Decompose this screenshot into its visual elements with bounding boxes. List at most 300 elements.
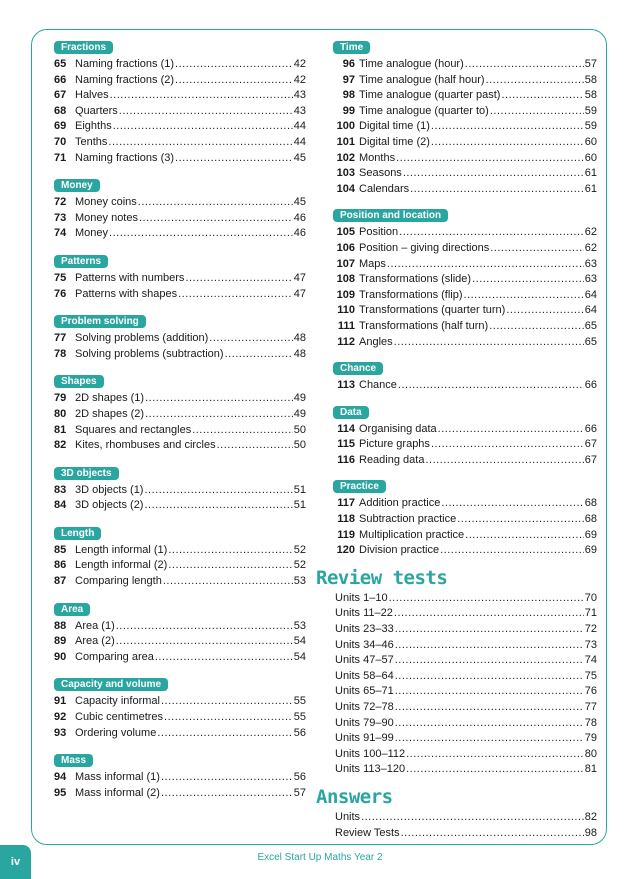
page-ref: 53: [293, 619, 306, 632]
unit-number: 99: [342, 104, 355, 117]
dot-leader: [394, 335, 584, 351]
page-ref: 42: [293, 73, 306, 86]
page-ref: 56: [293, 771, 306, 784]
toc-entry: [333, 303, 597, 319]
page-ref: 68: [584, 513, 597, 526]
dot-leader: [361, 810, 584, 826]
page-ref: 46: [293, 227, 306, 240]
dot-leader: [116, 634, 293, 650]
unit-number: 80: [54, 407, 67, 420]
page-ref: 69: [584, 544, 597, 557]
toc-entry: [54, 104, 306, 120]
page-ref: 50: [293, 439, 306, 452]
unit-number: 84: [54, 499, 67, 512]
section-header: Chance: [333, 362, 383, 375]
toc-entry: [54, 543, 306, 559]
entry-title: Quarters: [75, 104, 118, 117]
toc-entry: [54, 438, 306, 454]
toc-entry: [333, 496, 597, 512]
dot-leader: [395, 638, 584, 654]
entry-title: Time analogue (hour): [359, 58, 464, 70]
unit-number: 120: [336, 544, 355, 557]
section-header: 3D objects: [54, 467, 119, 480]
section-shapes: [54, 371, 306, 453]
entry-title: 2D shapes (1): [75, 392, 145, 405]
entry-title: Comparing area: [75, 650, 154, 663]
page-ref: 58: [584, 89, 597, 102]
unit-number: 114: [337, 422, 355, 435]
dot-leader: [399, 225, 584, 241]
section-capacity-volume: [54, 674, 306, 741]
entry-title: Ordering volume: [75, 726, 157, 739]
dot-leader: [464, 288, 584, 304]
section-header: Shapes: [54, 375, 104, 388]
page-ref: 71: [584, 607, 597, 620]
entry-title: Area (1): [75, 619, 115, 632]
unit-number: 102: [336, 151, 355, 164]
toc-entry: [54, 423, 306, 439]
toc-entry: [54, 287, 306, 303]
unit-number: 113: [337, 379, 355, 392]
dot-leader: [406, 747, 584, 763]
toc-entry: [333, 151, 597, 167]
dot-leader: [185, 271, 292, 287]
dot-leader: [431, 437, 584, 453]
toc-entry: [333, 88, 597, 104]
toc-entry: [54, 710, 306, 726]
page-ref: 49: [293, 392, 306, 405]
unit-number: 93: [54, 726, 67, 739]
toc-entry: [54, 726, 306, 742]
entry-title: Transformations (quarter turn): [359, 304, 506, 317]
unit-number: 107: [336, 257, 355, 270]
entry-title: Multiplication practice: [359, 528, 465, 541]
entry-title: Halves: [75, 89, 109, 102]
page-ref: 77: [584, 701, 597, 713]
entry-title: Tenths: [75, 135, 108, 148]
page-ref: 43: [293, 104, 306, 117]
entry-title: Squares and rectangles: [75, 423, 192, 436]
toc-entry: [333, 669, 597, 685]
dot-leader: [145, 407, 293, 423]
dot-leader: [501, 88, 583, 104]
toc-entry: [333, 241, 597, 257]
unit-number: 115: [337, 438, 355, 451]
unit-number: 74: [54, 227, 67, 240]
toc-entry: [333, 453, 597, 469]
dot-leader: [108, 135, 292, 151]
toc-entry: [333, 762, 597, 778]
toc-entry: [54, 407, 306, 423]
dot-leader: [395, 622, 584, 638]
entry-title: Comparing length: [75, 575, 162, 588]
section-chance: [333, 358, 597, 394]
page-ref: 57: [584, 58, 597, 70]
unit-number: 91: [54, 695, 67, 708]
dot-leader: [490, 104, 584, 120]
toc-entry: [333, 225, 597, 241]
page-ref: 55: [293, 695, 306, 708]
dot-leader: [410, 182, 584, 198]
entry-title: Solving problems (addition): [75, 332, 209, 345]
entry-title: 3D objects (2): [75, 499, 144, 512]
toc-entry: [54, 558, 306, 574]
page-ref: 59: [584, 104, 597, 117]
page-ref: 49: [293, 407, 306, 420]
dot-leader: [395, 716, 584, 732]
unit-number: 88: [54, 619, 67, 632]
unit-number: 108: [336, 273, 355, 286]
section-position-location: [333, 205, 597, 350]
unit-number: 111: [337, 319, 355, 332]
entry-title: Eighths: [75, 120, 112, 133]
entry-title: Digital time (2): [359, 135, 430, 148]
entry-title: Kites, rhombuses and circles: [75, 439, 216, 452]
section-practice: [333, 476, 597, 558]
entry-title: Transformations (half turn): [359, 319, 489, 332]
unit-number: 82: [54, 439, 67, 452]
entry-title: Months: [359, 151, 396, 164]
unit-number: 96: [342, 58, 355, 70]
toc-entry: [333, 73, 597, 89]
unit-number: 71: [54, 151, 67, 164]
entry-title: 3D objects (1): [75, 483, 144, 496]
page-ref: 47: [293, 271, 306, 284]
page-ref: 52: [293, 543, 306, 556]
entry-title: Units 47–57: [335, 654, 394, 667]
unit-number: 83: [54, 483, 67, 496]
entry-title: Units 1–10: [335, 591, 388, 604]
dot-leader: [395, 653, 584, 669]
section-area: [54, 599, 306, 666]
dot-leader: [138, 195, 293, 211]
unit-number: 97: [342, 73, 355, 86]
page-ref: 57: [293, 786, 306, 799]
dot-leader: [425, 453, 583, 469]
entry-title: Naming fractions (1): [75, 58, 175, 70]
page-ref: 44: [293, 120, 306, 133]
toc-entry: [54, 347, 306, 363]
section-header: Money: [54, 179, 100, 192]
dot-leader: [431, 119, 584, 135]
page-ref: 58: [584, 73, 597, 86]
answers-heading: Answers: [316, 785, 393, 808]
dot-leader: [395, 700, 584, 716]
entry-title: Time analogue (quarter past): [359, 89, 501, 102]
page-ref: 70: [584, 591, 597, 604]
dot-leader: [155, 650, 293, 666]
entry-title: 2D shapes (2): [75, 407, 145, 420]
section-header: Capacity and volume: [54, 678, 168, 691]
review-tests-heading: Review tests: [316, 566, 448, 589]
section-problem-solving: [54, 311, 306, 362]
dot-leader: [394, 606, 584, 622]
page-ref: 61: [584, 182, 597, 195]
dot-leader: [438, 422, 584, 438]
entry-title: Units 23–33: [335, 623, 394, 636]
entry-title: Units 100–112: [335, 747, 406, 760]
page-ref: 64: [584, 288, 597, 301]
page-ref: 75: [584, 669, 597, 682]
page-ref: 56: [293, 726, 306, 739]
dot-leader: [116, 619, 293, 635]
dot-leader: [178, 287, 293, 303]
page-ref: 80: [584, 747, 597, 760]
unit-number: 69: [54, 120, 67, 133]
dot-leader: [145, 391, 293, 407]
dot-leader: [457, 512, 584, 528]
toc-entry: [54, 73, 306, 89]
dot-leader: [161, 786, 293, 802]
page-ref: 48: [293, 347, 306, 360]
dot-leader: [161, 694, 293, 710]
unit-number: 78: [54, 347, 67, 360]
entry-title: Units 79–90: [335, 716, 394, 729]
section-data: [333, 402, 597, 469]
dot-leader: [168, 543, 292, 559]
toc-entry: [54, 88, 306, 104]
unit-number: 65: [54, 58, 67, 70]
page-ref: 44: [293, 135, 306, 148]
page-ref: 82: [584, 810, 597, 823]
page-ref: 61: [584, 167, 597, 180]
entry-title: Review Tests: [335, 826, 400, 839]
dot-leader: [217, 438, 293, 454]
unit-number: 110: [337, 304, 355, 317]
entry-title: Picture graphs: [359, 438, 430, 451]
toc-entry: [54, 634, 306, 650]
unit-number: 87: [54, 575, 67, 588]
dot-leader: [401, 826, 584, 842]
toc-entry: [333, 747, 597, 763]
dot-leader: [175, 151, 293, 167]
entry-title: Units 65–71: [335, 685, 394, 698]
page-ref: 60: [584, 135, 597, 148]
toc-entry: [333, 606, 597, 622]
unit-number: 106: [336, 241, 355, 254]
entry-title: Time analogue (quarter to): [359, 104, 489, 117]
unit-number: 105: [336, 226, 355, 239]
unit-number: 100: [336, 120, 355, 133]
dot-leader: [110, 88, 293, 104]
dot-leader: [209, 331, 292, 347]
entry-title: Organising data: [359, 422, 437, 435]
toc-entry: [333, 591, 597, 607]
entry-title: Addition practice: [359, 497, 441, 510]
dot-leader: [395, 684, 584, 700]
page-ref: 64: [584, 304, 597, 317]
page-ref: 45: [293, 151, 306, 164]
section-header: Fractions: [54, 41, 113, 54]
unit-number: 77: [54, 332, 67, 345]
entry-title: Maps: [359, 257, 386, 270]
section-3d-objects: [54, 463, 306, 514]
page-ref: 45: [293, 196, 306, 209]
entry-title: Units 91–99: [335, 732, 394, 745]
unit-number: 117: [337, 497, 355, 510]
toc-entry: [54, 391, 306, 407]
page-ref: 68: [584, 497, 597, 510]
dot-leader: [440, 543, 584, 559]
dot-leader: [431, 135, 584, 151]
dot-leader: [465, 57, 584, 73]
page-ref: 51: [293, 483, 306, 496]
section-review-tests: [316, 566, 597, 778]
toc-entry: [54, 135, 306, 151]
page-ref: 54: [293, 635, 306, 648]
dot-leader: [161, 770, 293, 786]
entry-title: Naming fractions (3): [75, 151, 175, 164]
toc-entry: [333, 335, 597, 351]
toc-left-column: [54, 37, 306, 810]
page-ref: 67: [584, 438, 597, 451]
page-ref: 55: [293, 711, 306, 724]
entry-title: Chance: [359, 379, 397, 392]
dot-leader: [164, 710, 293, 726]
page-ref: 66: [584, 379, 597, 392]
toc-entry: [54, 331, 306, 347]
toc-entry: [333, 622, 597, 638]
page-ref: 50: [293, 423, 306, 436]
unit-number: 70: [54, 135, 67, 148]
section-header: Time: [333, 41, 370, 54]
entry-title: Digital time (1): [359, 120, 430, 133]
entry-title: Units 72–78: [335, 701, 394, 713]
toc-entry: [333, 437, 597, 453]
toc-entry: [54, 195, 306, 211]
dot-leader: [119, 104, 293, 120]
entry-title: Length informal (2): [75, 559, 168, 572]
entry-title: Units 58–64: [335, 669, 394, 682]
page-ref: 63: [584, 273, 597, 286]
section-header: Data: [333, 406, 369, 419]
dot-leader: [139, 211, 293, 227]
entry-title: Units 11–22: [335, 607, 393, 620]
unit-number: 112: [337, 335, 355, 348]
toc-entry: [54, 226, 306, 242]
entry-title: Seasons: [359, 167, 402, 180]
dot-leader: [489, 319, 584, 335]
dot-leader: [403, 166, 584, 182]
toc-entry: [54, 119, 306, 135]
unit-number: 85: [54, 543, 67, 556]
unit-number: 92: [54, 711, 67, 724]
unit-number: 68: [54, 104, 67, 117]
dot-leader: [398, 378, 584, 394]
section-header: Position and location: [333, 209, 448, 222]
page-ref: 65: [584, 319, 597, 332]
entry-title: Calendars: [359, 182, 410, 195]
toc-entry: [54, 57, 306, 73]
unit-number: 89: [54, 635, 67, 648]
section-time: [333, 37, 597, 197]
toc-entry: [333, 57, 597, 73]
section-header: Mass: [54, 754, 93, 767]
page-ref: 60: [584, 151, 597, 164]
page-number-tab: iv: [0, 845, 31, 879]
dot-leader: [389, 591, 584, 607]
toc-entry: [54, 211, 306, 227]
unit-number: 81: [54, 423, 67, 436]
toc-entry: [54, 498, 306, 514]
entry-title: Naming fractions (2): [75, 73, 175, 86]
entry-title: Units 34–46: [335, 638, 394, 651]
toc-entry: [54, 483, 306, 499]
page-ref: 62: [584, 226, 597, 239]
section-header: Practice: [333, 480, 386, 493]
page-ref: 76: [584, 685, 597, 698]
toc-entry: [54, 574, 306, 590]
page-ref: 63: [584, 257, 597, 270]
dot-leader: [486, 73, 584, 89]
section-answers: [316, 785, 597, 841]
toc-entry: [54, 694, 306, 710]
unit-number: 66: [54, 73, 67, 86]
dot-leader: [175, 73, 293, 89]
entry-title: Time analogue (half hour): [359, 73, 485, 86]
dot-leader: [465, 528, 584, 544]
section-fractions: [54, 37, 306, 166]
unit-number: 104: [336, 182, 355, 195]
page-ref: 66: [584, 422, 597, 435]
page-ref: 59: [584, 120, 597, 133]
toc-entry: [333, 272, 597, 288]
entry-title: Transformations (flip): [359, 288, 463, 301]
entry-title: Cubic centimetres: [75, 711, 164, 724]
section-length: [54, 523, 306, 590]
page-ref: 51: [293, 499, 306, 512]
dot-leader: [472, 272, 584, 288]
section-mass: [54, 750, 306, 801]
page-ref: 72: [584, 623, 597, 636]
toc-entry: [333, 528, 597, 544]
page-ref: 46: [293, 211, 306, 224]
dot-leader: [441, 496, 583, 512]
entry-title: Area (2): [75, 635, 115, 648]
page-ref: 81: [584, 763, 597, 776]
toc-entry: [54, 271, 306, 287]
entry-title: Patterns with shapes: [75, 287, 178, 300]
dot-leader: [490, 241, 584, 257]
dot-leader: [144, 483, 292, 499]
unit-number: 75: [54, 271, 67, 284]
unit-number: 101: [336, 135, 355, 148]
unit-number: 72: [54, 196, 67, 209]
toc-entry: [333, 653, 597, 669]
page-ref: 67: [584, 453, 597, 466]
entry-title: Money: [75, 227, 109, 240]
unit-number: 109: [336, 288, 355, 301]
toc-entry: [333, 684, 597, 700]
entry-title: Angles: [359, 335, 393, 348]
entry-title: Division practice: [359, 544, 440, 557]
entry-title: Money notes: [75, 211, 138, 224]
dot-leader: [225, 347, 293, 363]
unit-number: 118: [337, 513, 355, 526]
page-ref: 69: [584, 528, 597, 541]
section-header: Area: [54, 603, 90, 616]
dot-leader: [396, 151, 584, 167]
entry-title: Money coins: [75, 196, 137, 209]
unit-number: 67: [54, 89, 67, 102]
toc-entry: [333, 826, 597, 842]
entry-title: Subtraction practice: [359, 513, 457, 526]
toc-entry: [333, 182, 597, 198]
page-ref: 65: [584, 335, 597, 348]
book-title-footer: Excel Start Up Maths Year 2: [257, 852, 383, 863]
dot-leader: [109, 226, 293, 242]
toc-entry: [54, 786, 306, 802]
